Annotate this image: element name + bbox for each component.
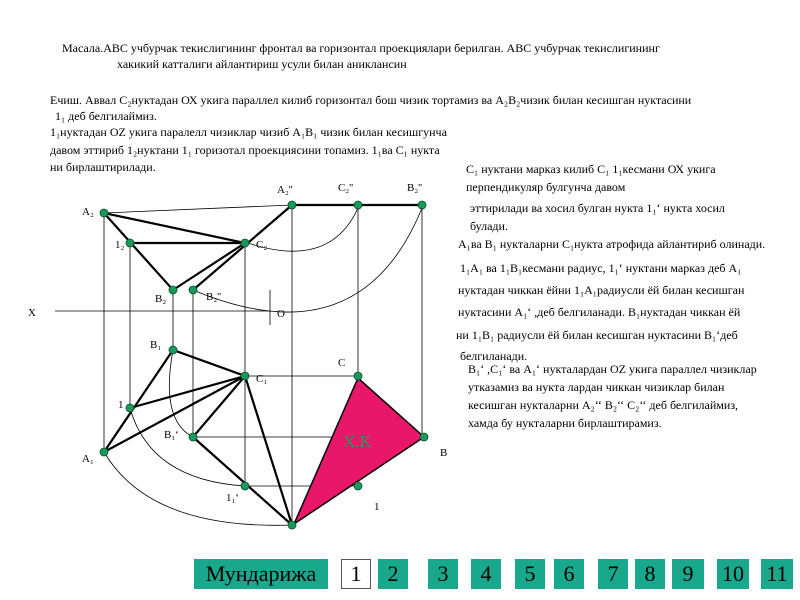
solution-step-4d: нуктасини А₁‘ ,деб белгиланади. В₁нуктадан чиккан ёй	[458, 305, 741, 319]
point-a2	[100, 209, 108, 217]
point-b2	[169, 286, 177, 294]
page-button-11[interactable]: 11	[761, 559, 793, 589]
solution-step-4c: нуктадан чиккан ёйни 1₁А₁радиусли ёй билан кесишган	[458, 283, 745, 297]
point-a1	[100, 448, 108, 456]
point-c	[354, 372, 362, 380]
point-c1	[241, 372, 249, 380]
label-1: 1	[118, 399, 124, 411]
page-button-8[interactable]: 8	[635, 559, 665, 589]
label-o: О	[277, 308, 285, 320]
point-a2pp	[288, 201, 296, 209]
solution-step-2c: ни бирлаштирилади.	[50, 160, 156, 174]
label-1-right: 1	[374, 501, 380, 513]
label-b2pp: В₂''	[407, 182, 423, 194]
solution-step-4b: 1₁А₁ ва 1₁В₁кесмани радиус, 1₁‘ нуктани марказ деб А₁	[460, 261, 742, 275]
label-1-2: 1₂	[115, 239, 125, 251]
arc-1	[130, 408, 245, 486]
page-button-4[interactable]: 4	[471, 559, 501, 589]
solution-step-3b: перпендикуляр булгунча давом	[466, 180, 626, 194]
page-button-10[interactable]: 10	[717, 559, 749, 589]
solution-step-5c: кесишган нукталарни А₂‘‘ В₂‘‘ С₂‘‘ деб белгилаймиз,	[468, 398, 739, 412]
point-a1p	[288, 521, 296, 529]
label-b1p: В₁‘	[164, 429, 179, 441]
point-1	[126, 404, 134, 412]
label-x: Х	[28, 307, 36, 319]
point-1-right	[354, 482, 362, 490]
page-button-5[interactable]: 5	[515, 559, 545, 589]
solution-step-4a: А₁ва В₁ нукталарни С₁нукта атрофида айлантириб олинади.	[458, 237, 766, 251]
solution-step-4e: ни 1₁В₁ радиусли ёй билан кесишган нуктасини В₁‘деб	[456, 328, 738, 342]
frontal-triangle	[104, 213, 245, 290]
point-b2pp	[418, 201, 426, 209]
page-button-3[interactable]: 3	[428, 559, 458, 589]
label-a2pp: А₂''	[277, 184, 293, 196]
label-c: С	[338, 357, 346, 369]
page-button-9[interactable]: 9	[672, 559, 704, 589]
solution-step-5a: В₁‘ ,С₁‘ ва А₁‘ нукталардан OZ укига параллел чизиклар	[468, 362, 757, 376]
point-c2pp	[354, 201, 362, 209]
line-c1-b1p	[193, 376, 245, 437]
solution-step-1b: 1₁ деб белгилаймиз.	[55, 109, 157, 123]
label-b1: В₁	[150, 339, 162, 351]
point-b	[420, 433, 428, 441]
label-b: В	[440, 447, 448, 459]
page-button-7[interactable]: 7	[598, 559, 628, 589]
label-c1: С₁	[256, 373, 268, 385]
label-true-size: Х.К	[343, 432, 371, 451]
point-1-2	[126, 239, 134, 247]
toc-button[interactable]: Мундарижа	[194, 559, 328, 589]
solution-step-5d: хамда бу нукталарни бирлаштирамиз.	[468, 416, 662, 430]
point-b1p	[189, 433, 197, 441]
label-c2: С₂	[256, 239, 268, 251]
page-button-6[interactable]: 6	[554, 559, 584, 589]
label-b2p: В₂''	[206, 291, 222, 303]
label-a1: А₁	[82, 453, 94, 465]
point-b2p	[189, 286, 197, 294]
solution-step-3a: С₁ нуктани марказ килиб С₁ 1₁кесмани ОХ укига	[466, 162, 716, 176]
title-line-2: хакикий катталиги айлантириш усули билан аниклансин	[117, 57, 407, 71]
point-b1	[169, 346, 177, 354]
page-button-1[interactable]: 1	[341, 559, 371, 589]
line-1-c1	[130, 376, 245, 408]
line-b2pp-a2pp	[193, 205, 292, 290]
label-1-1p: 1₁‘	[226, 492, 239, 504]
page-button-2[interactable]: 2	[378, 559, 408, 589]
horizontal-a2	[104, 205, 292, 213]
solution-step-5b: утказамиз ва нукта лардан чиккан чизиклар билан	[468, 380, 725, 394]
arc-a1	[104, 452, 292, 525]
point-c2	[241, 239, 249, 247]
solution-step-2b: давом эттириб 1₂нуктани 1₁ горизотал проекциясини топамиз. 1₁ва С₁ нукта	[50, 143, 440, 157]
title-line-1: Масала.АВС учбурчак текислигининг фронтал ва горизонтал проекциялари берилган. АВС учбурчак текислигининг	[62, 41, 660, 55]
label-c2pp: С₂''	[338, 182, 354, 194]
solution-step-3d: булади.	[470, 219, 508, 233]
solution-step-2a: 1₁нуктадан OZ укига паралелл чизиклар чизиб А₁В₁ чизик билан кесишгунча	[50, 125, 447, 139]
true-size-triangle	[294, 378, 424, 524]
label-a2: А₂	[82, 206, 94, 218]
solution-step-4f: белгиланади.	[460, 349, 528, 363]
projection-lines	[104, 205, 422, 525]
solution-step-3c: эттирилади ва хосил булган нукта 1₁‘ нукта хосил	[470, 201, 725, 215]
solution-step-1: Ечиш. Аввал С₂нуктадан ОХ укига параллел килиб горизонтал бош чизик тортамиз ва А₂В₂чизик билан кесишган нуктасини	[50, 93, 692, 107]
point-1-1p	[241, 482, 249, 490]
label-b2: В₂	[155, 293, 167, 305]
